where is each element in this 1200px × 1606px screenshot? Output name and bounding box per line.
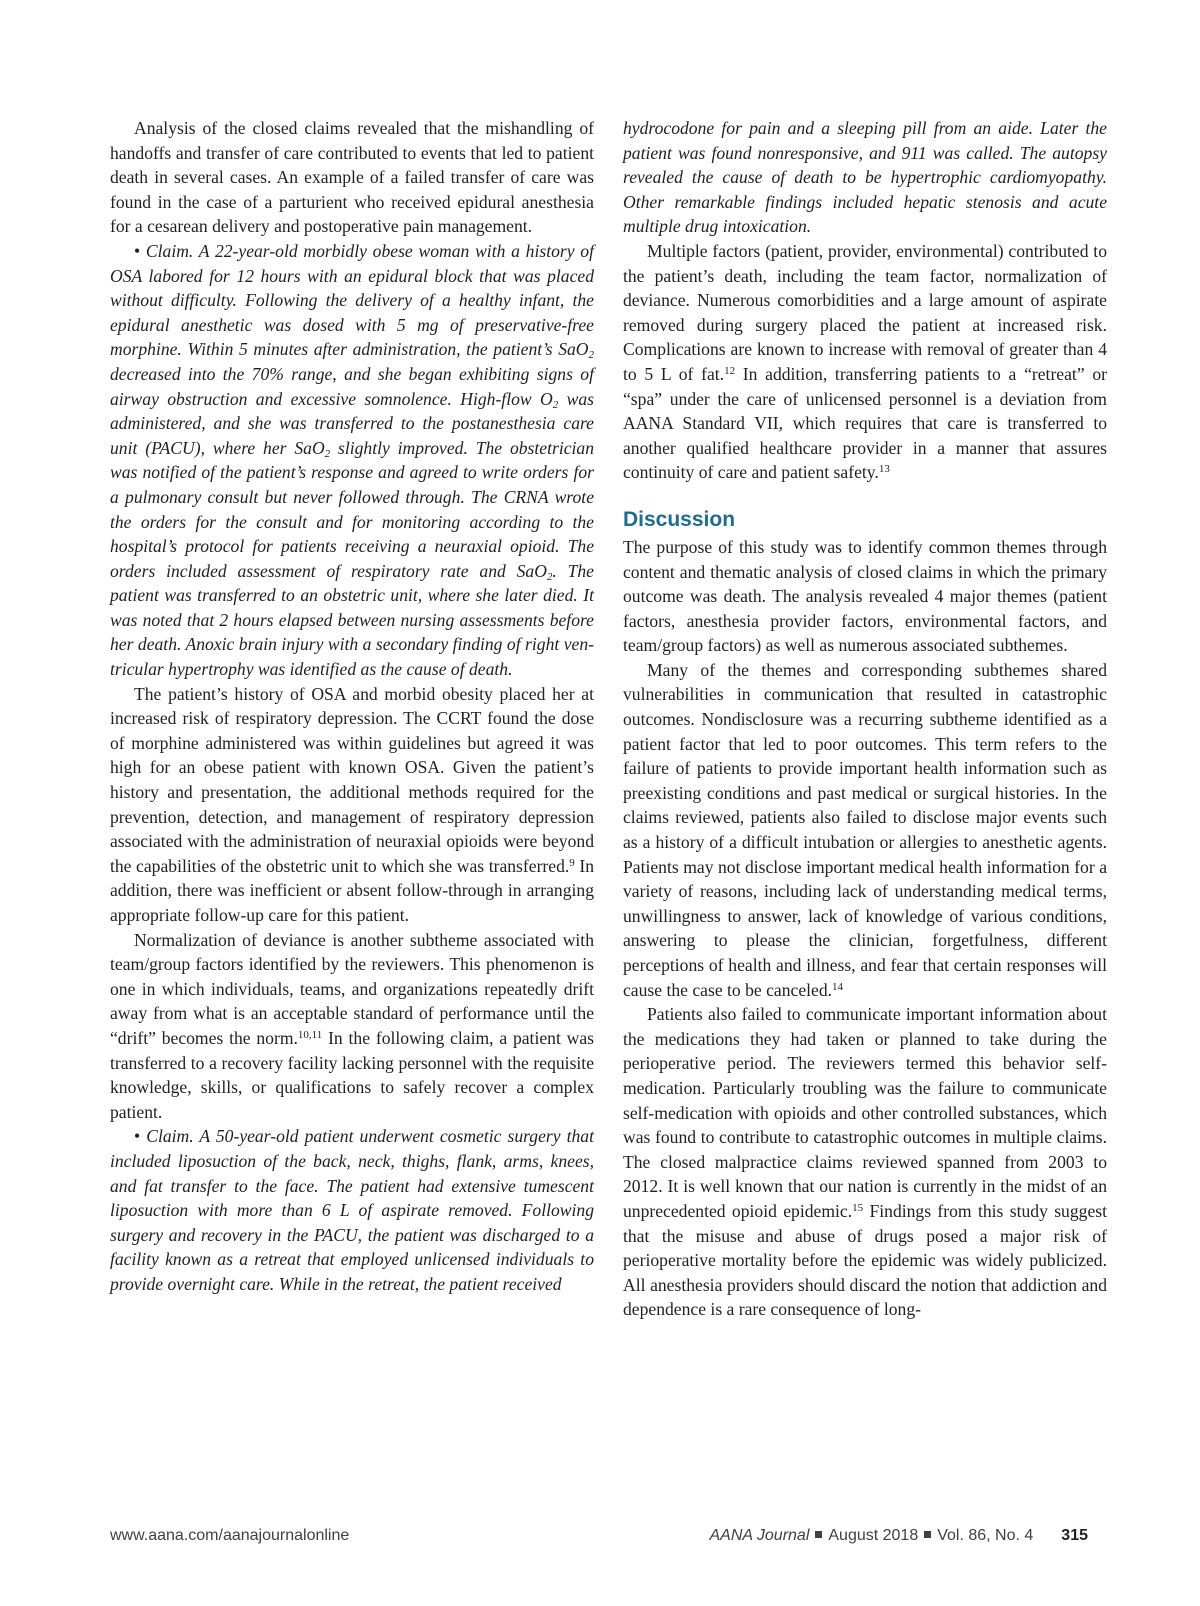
subscript: 2: [546, 570, 553, 583]
page-number: 315: [1061, 1527, 1088, 1544]
paragraph-multiple-factors: [623, 239, 1107, 485]
paragraph-self-medication: [623, 1002, 1107, 1322]
square-separator-icon: [924, 1531, 931, 1538]
journal-name: AANA Journal: [709, 1527, 810, 1544]
claim-text: slightly improved. The obstetrician was notified of the patient’s response and agreed to write orders for a pulmonary consult but never followed through. The CRNA wrote the orders for the consult and for monitoring according to the hospital’s protocol for patients receiving a neuraxial opioid. The orders included assessment of respiratory rate and SaO: [110, 437, 594, 581]
right-column: [623, 116, 1107, 1322]
square-separator-icon: [815, 1531, 822, 1538]
volume-issue: Vol. 86, No. 4: [937, 1527, 1034, 1544]
claim-text: decreased into the 70% range, and she began exhibiting signs of airway obstruction and excessive somnolence. High-flow O: [110, 363, 594, 409]
paragraph-text: The patient’s history of OSA and morbid obesity placed her at increased risk of respiratory depression. The CCRT found the dose of morphine administered was within guidelines but agreed it was high for an obese patient with known OSA. Given the patient’s history and presentation, the additional methods required for the prevention, detection, and management of respiratory depression associated with the administration of neuraxial opioids were beyond the capabilities of the obstetric unit to which she was transferred.: [110, 683, 594, 876]
subscript: 2: [324, 447, 331, 460]
paragraph-text: Multiple factors (patient, provider, environmental) contributed to the patient’s death, including the team factor, normalization of deviance. Numerous comorbidities and a large amount of aspirate removed during surgery placed the patient at increased risk. Complications are known to increase with removal of greater than 4 to 5 L of fat.: [623, 240, 1107, 384]
claim-text: . The patient was transferred to an obstetric unit, where she later died. It was noted that 2 hours elapsed between nursing assessments before her death. Anoxic brain injury with a secondary finding of right ventricular hypertrophy was identified as the cause of death.: [110, 560, 594, 680]
issue-date: August 2018: [828, 1527, 919, 1544]
bullet-icon: •: [134, 1126, 141, 1147]
paragraph-text: In addition, transferring patients to a “retreat” or “spa” under the care of unlicensed personnel is a deviation from AANA Standard VII, which requires that care is transferred to another qualified healthcare provider in a manner that assures continuity of care and patient safety.: [623, 363, 1107, 483]
citation-ref: 9: [569, 856, 575, 869]
bullet-icon: •: [134, 240, 141, 261]
subscript: 2: [588, 349, 594, 362]
footer-citation: [709, 1526, 1088, 1546]
citation-ref: 10,11: [297, 1028, 323, 1041]
citation-ref: 13: [878, 463, 890, 476]
claim-text: Claim. A 50-year-old patient underwent cosmetic surgery that included liposuction of the back, neck, thighs, flank, arms, knees, and fat transfer to the face. The patient had extensive tumescent liposuction with more than 6 L of aspirate removed. Following surgery and recovery in the PACU, the patient was discharged to a facility known as a retreat that employed unlicensed individuals to provide overnight care. While in the retreat, the patient received: [110, 1126, 594, 1294]
paragraph-text: Patients also failed to communicate important information about the medications they had taken or planned to take during the perioperative period. The reviewers termed this behavior self-medication. Particularly troubling was the failure to communicate self-medication with opioids and other controlled substances, which was found to contribute to catastrophic outcomes in multiple claims. The closed malpractice claims reviewed spanned from 2003 to 2012. It is well known that our nation is currently in the midst of an unprecedented opioid epidemic.: [623, 1004, 1107, 1221]
claim-liposuction: [110, 1124, 594, 1296]
paragraph-nondisclosure: [623, 658, 1107, 1002]
citation-ref: 12: [724, 364, 736, 377]
paragraph-osa-history: [110, 682, 594, 928]
left-column: [110, 116, 594, 1297]
citation-ref: 15: [852, 1201, 864, 1214]
subscript: 2: [552, 398, 559, 411]
section-heading-discussion: Discussion: [623, 507, 736, 531]
paragraph-text: In the following claim, a patient was transferred to a recovery facility lacking personnel with the requisite knowledge, skills, or qualifications to safely recover a complex patient.: [110, 1027, 594, 1122]
claim-text: Claim. A 22-year-old morbidly obese woman with a history of OSA labored for 12 hours with an epidural block that was placed without difficulty. Following the delivery of a healthy infant, the epidural anesthetic was dosed with 5 mg of preservative-free morphine. Within 5 minutes after administration, the patient’s SaO: [110, 240, 594, 360]
paragraph-study-purpose: The purpose of this study was to identify common themes through content and thematic analysis of closed claims in which the primary outcome was death. The analysis revealed 4 major themes (patient factors, anesthesia provider factors, environmental factors, and team/​group factors) as well as numerous associated subthemes.: [623, 536, 1107, 656]
claim-text: was administered, and she was transferred to the postanesthesia care unit (PACU), where her SaO: [110, 388, 594, 458]
paragraph-normalization-deviance: [110, 928, 594, 1125]
claim-epidural: [110, 239, 594, 682]
citation-ref: 14: [832, 980, 844, 993]
footer-url: www.aana.com/aanajournalonline: [110, 1527, 350, 1544]
paragraph-text: In addition, there was inefficient or absent follow-through in arranging appropriate follow-up care for this patient.: [110, 855, 595, 925]
paragraph-text: Normalization of deviance is another subtheme associated with team/group factors identified by the reviewers. This phenomenon is one in which individuals, teams, and organizations repeatedly drift away from what is an acceptable standard of performance until the “drift” becomes the norm.: [110, 929, 594, 1048]
paragraph-text: Findings from this study suggest that the misuse and abuse of drugs posed a major risk of perioperative mortality before the epidemic was widely publicized. All anesthesia providers should discard the notion that addiction and dependence is a rare consequence of long-: [623, 1200, 1107, 1320]
paragraph-text: Many of the themes and corresponding subthemes shared vulnerabilities in communication that resulted in catastrophic outcomes. Nondisclosure was a recurring subtheme identified as a patient factor that led to poor outcomes. This term refers to the failure of patients to provide important health information such as preexisting conditions and past medical or surgical histories. In the claims reviewed, patients also failed to disclose major events such as a history of a difficult intubation or allergies to anesthetic agents. Patients may not disclose important medical health information for a variety of reasons, including lack of understanding medical terms, unwillingness to answer, lack of knowledge of various conditions, answering to please the clinician, forgetfulness, different perceptions of health and illness, and fear that certain responses will cause the case to be canceled.: [623, 659, 1107, 1000]
paragraph-handoffs: Analysis of the closed claims revealed that the mishandling of handoffs and transfer of care contributed to events that led to patient death in several cases. An example of a failed transfer of care was found in the case of a parturient who received epidural anesthesia for a cesarean delivery and postoperative pain management.: [110, 118, 594, 237]
claim-liposuction-continued: hydrocodone for pain and a sleeping pill from an aide. Later the patient was found nonresponsive, and 911 was called. The autopsy revealed the cause of death to be hypertrophic cardiomyopathy. Other remarkable findings included hepatic stenosis and acute multiple drug intoxication.: [623, 118, 1107, 237]
